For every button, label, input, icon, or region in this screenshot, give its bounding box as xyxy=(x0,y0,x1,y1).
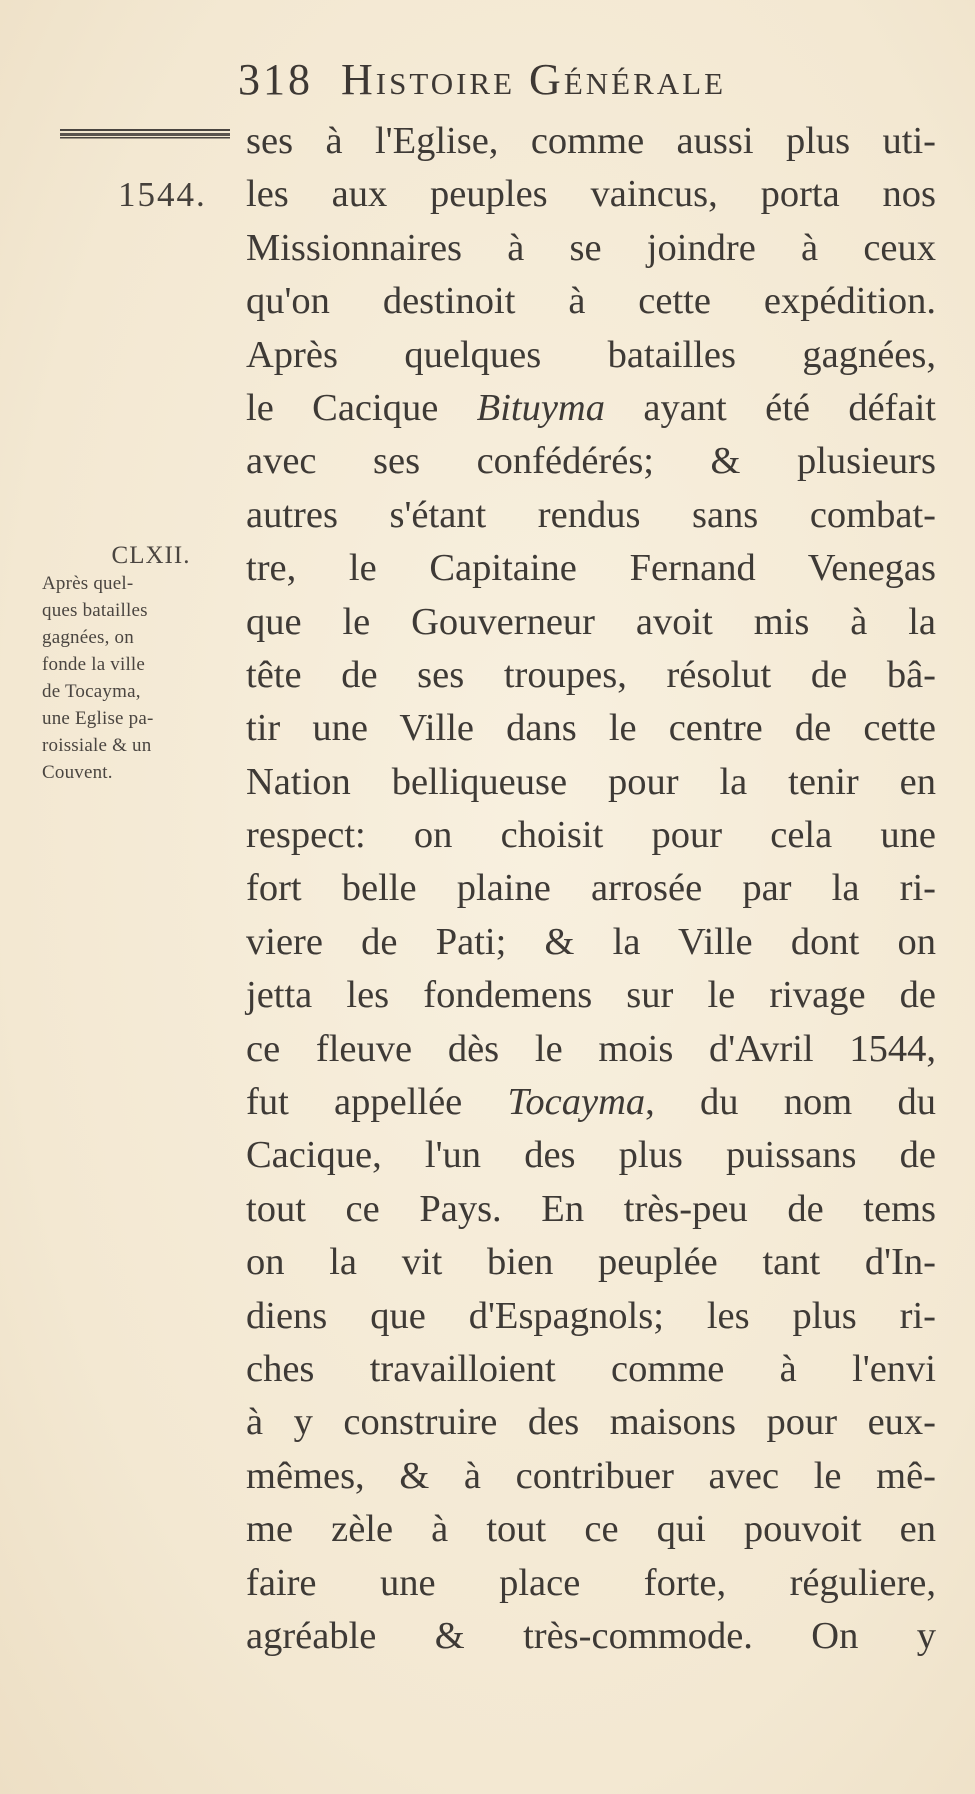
margin-note-line: une Eglise pa- xyxy=(42,708,154,729)
body-line: qu'on destinoit à cette expédition. xyxy=(246,280,936,323)
body-line: tre, le Capitaine Fernand Venegas xyxy=(246,547,936,590)
margin-note-line: roissiale & un xyxy=(42,735,152,756)
body-line: tête de ses troupes, résolut de bâ- xyxy=(246,653,936,696)
body-line: jetta les fondemens sur le rivage de xyxy=(246,974,936,1017)
running-head xyxy=(238,54,726,105)
running-head-title: Histoire Générale xyxy=(341,55,727,104)
body-line: Missionnaires à se joindre à ceux xyxy=(246,226,936,269)
body-line: fort belle plaine arrosée par la ri- xyxy=(246,867,936,910)
body-line: viere de Pati; & la Ville dont on xyxy=(246,920,936,963)
body-line: agréable & très-commode. On y xyxy=(246,1614,936,1657)
margin-year: 1544. xyxy=(118,175,207,214)
italic-name: Tocayma xyxy=(507,1081,646,1124)
body-line: tout ce Pays. En très-peu de tems xyxy=(246,1187,936,1230)
body-line: ches travailloient comme à l'envi xyxy=(246,1347,936,1390)
margin-note xyxy=(42,542,242,786)
body-line: que le Gouverneur avoit mis à la xyxy=(246,600,936,643)
margin-note-line: fonde la ville xyxy=(42,654,146,675)
body-line: mêmes, & à contribuer avec le mê- xyxy=(246,1454,936,1497)
body-line: Après quelques batailles gagnées, xyxy=(246,333,936,376)
ornament-rule-icon xyxy=(60,128,230,140)
body-line: les aux peuples vaincus, porta nos xyxy=(246,173,936,216)
margin-note-lines xyxy=(42,570,242,786)
body-line: tir une Ville dans le centre de cette xyxy=(246,707,936,750)
body-line: Cacique, l'un des plus puissans de xyxy=(246,1134,936,1177)
margin-note-line: Couvent. xyxy=(42,762,113,783)
body-line: ce fleuve dès le mois d'Avril 1544, xyxy=(246,1027,936,1070)
body-line: ses à l'Eglise, comme aussi plus uti- xyxy=(246,120,936,162)
body-line: à y construire des maisons pour eux- xyxy=(246,1401,936,1444)
margin-note-line: ques batailles xyxy=(42,600,148,621)
body-line: respect: on choisit pour cela une xyxy=(246,814,936,857)
body-line: Nation belliqueuse pour la tenir en xyxy=(246,760,936,803)
body-line: avec ses confédérés; & plusieurs xyxy=(246,440,936,483)
page-number: 318 xyxy=(238,55,313,104)
italic-name: Bituyma xyxy=(476,386,605,429)
margin-note-line: de Tocayma, xyxy=(42,681,141,702)
body-line: faire une place forte, réguliere, xyxy=(246,1561,936,1604)
body-line: autres s'étant rendus sans combat- xyxy=(246,493,936,536)
body-line: me zèle à tout ce qui pouvoit en xyxy=(246,1508,936,1551)
body-line: diens que d'Espagnols; les plus ri- xyxy=(246,1294,936,1337)
body-line: le Cacique Bituyma ayant été défait xyxy=(246,386,936,429)
margin-note-line: Après quel- xyxy=(42,573,134,594)
margin-note-number: CLXII. xyxy=(111,542,191,569)
body-text xyxy=(246,115,936,1663)
margin-note-line: gagnées, on xyxy=(42,627,134,648)
body-line: fut appellée Tocayma, du nom du xyxy=(246,1081,937,1124)
body-line: on la vit bien peuplée tant d'In- xyxy=(246,1241,936,1284)
